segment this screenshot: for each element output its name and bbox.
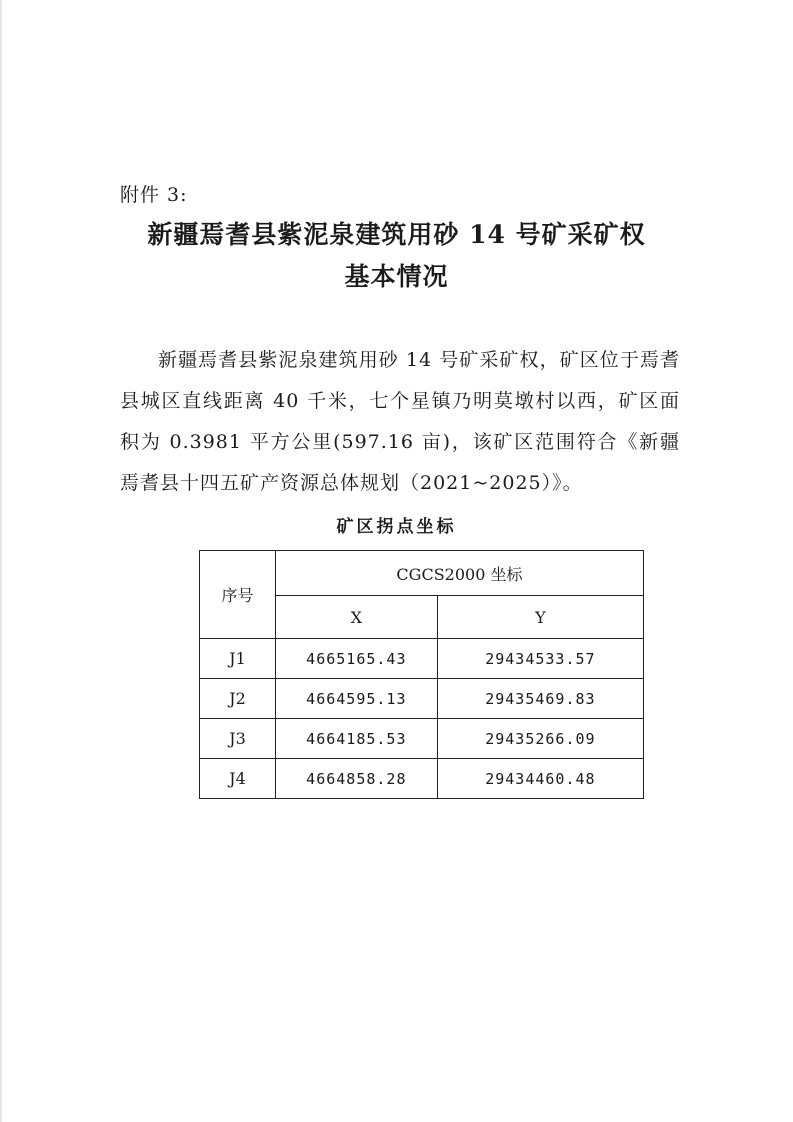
row-x: 4664858.28: [275, 759, 437, 799]
attachment-label: 附件 3:: [120, 184, 188, 206]
row-id: J2: [200, 679, 276, 719]
row-x: 4665165.43: [275, 639, 437, 679]
table-row: [200, 719, 644, 759]
coordinates-table: [199, 550, 644, 799]
document-title-line-2: 基本情况: [344, 262, 449, 291]
body-paragraph: 新疆焉耆县紫泥泉建筑用砂 14 号矿采矿权，矿区位于焉耆县城区直线距离 40 千米，七个星镇乃明莫墩村以西，矿区面积为 0.3981 平方公里(597.16 亩)，该矿区范围符合《新疆焉耆县十四五矿产资源总体规划（2021~2025）》。: [120, 349, 680, 494]
header-x: X: [275, 596, 437, 639]
table-row: [200, 759, 644, 799]
table-row: [200, 639, 644, 679]
row-y: 29434533.57: [437, 639, 643, 679]
table-header-row: [200, 551, 644, 596]
header-coordinate-system: CGCS2000 坐标: [275, 551, 643, 596]
header-y: Y: [437, 596, 643, 639]
row-x: 4664185.53: [275, 719, 437, 759]
row-y: 29435266.09: [437, 719, 643, 759]
row-y: 29435469.83: [437, 679, 643, 719]
document-title-line-1: 新疆焉耆县紫泥泉建筑用砂 14 号矿采矿权: [147, 220, 646, 249]
table-row: [200, 679, 644, 719]
row-id: J3: [200, 719, 276, 759]
row-x: 4664595.13: [275, 679, 437, 719]
header-index: 序号: [200, 551, 276, 639]
row-id: J4: [200, 759, 276, 799]
row-id: J1: [200, 639, 276, 679]
row-y: 29434460.48: [437, 759, 643, 799]
table-caption: 矿区拐点坐标: [336, 517, 457, 537]
